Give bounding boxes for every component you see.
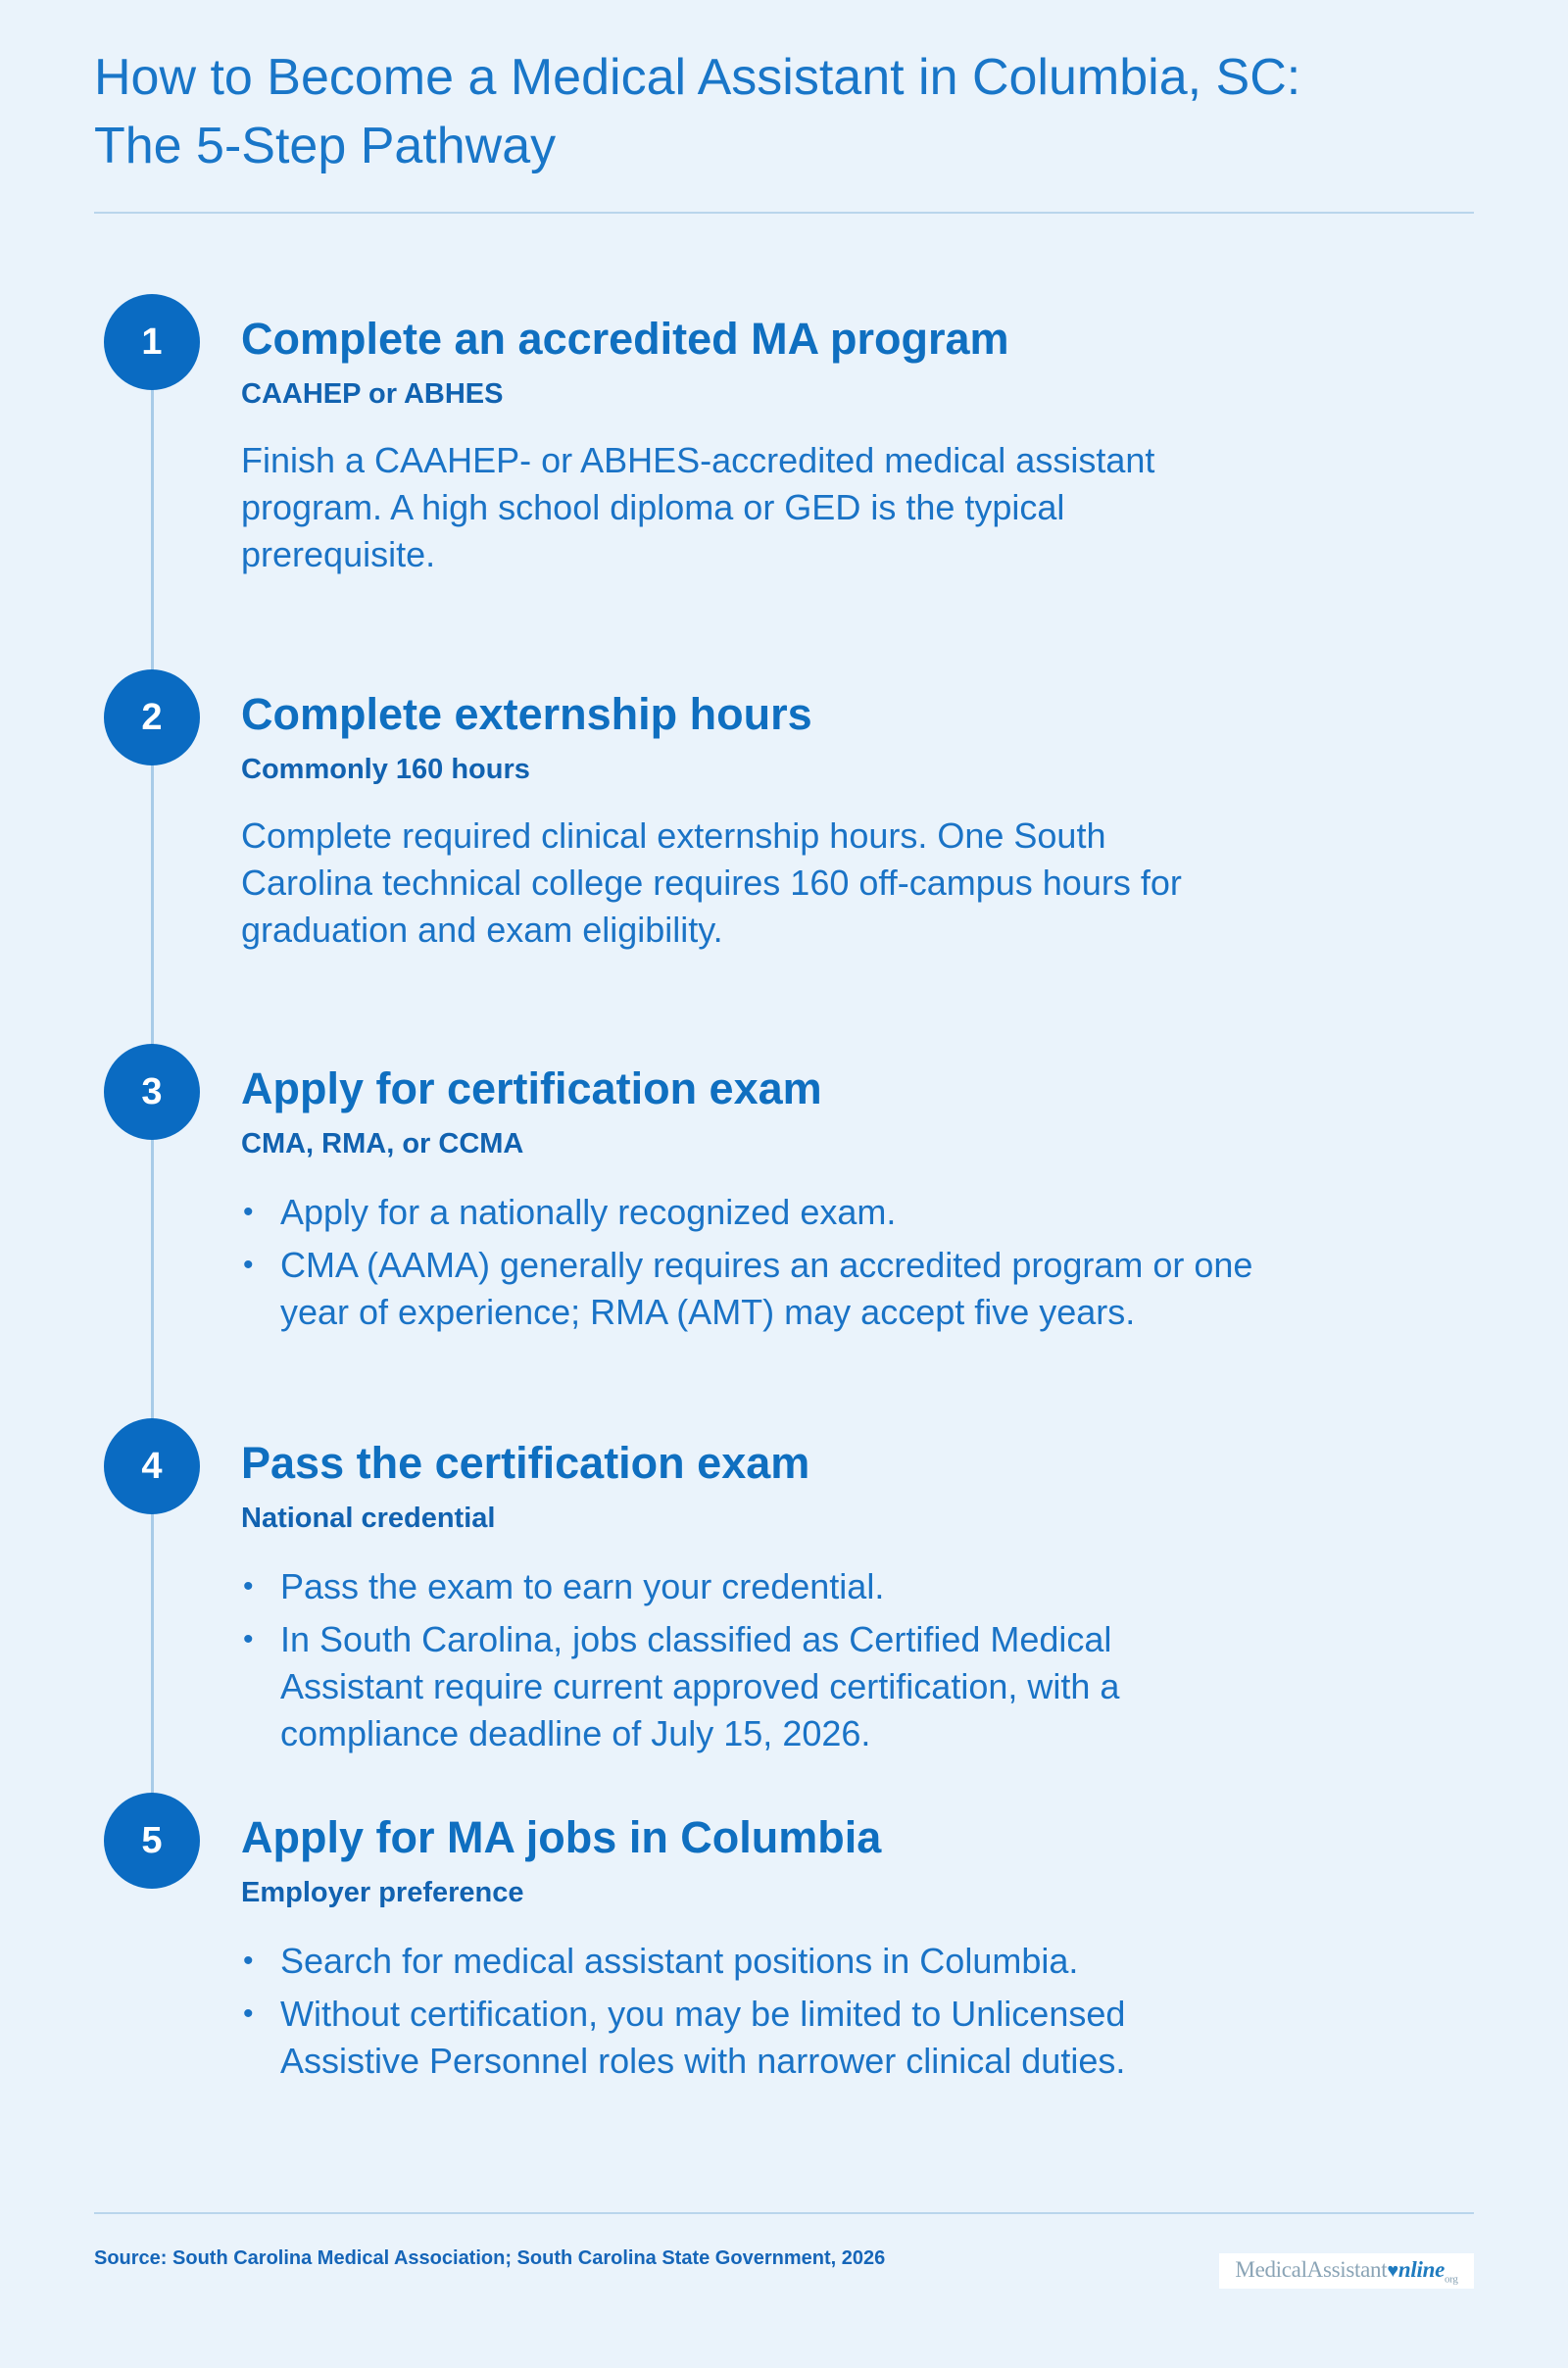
page-title: How to Become a Medical Assistant in Columbia, SC: The 5-Step Pathway [94, 49, 1301, 174]
bullet-text: CMA (AAMA) generally requires an accredited program or one year of experience; RMA (AMT) may accept five years. [280, 1245, 1253, 1332]
logo-part-2: nline [1397, 2256, 1445, 2282]
bullet-text: Apply for a nationally recognized exam. [280, 1192, 897, 1232]
bullet-text: In South Carolina, jobs classified as Certified Medical Assistant require current approved certification, with a compliance deadline of July 15, 2026. [280, 1619, 1120, 1753]
bottom-divider [94, 2212, 1474, 2214]
logo-wordmark [1235, 2257, 1457, 2286]
step-heading: Complete externship hours [241, 689, 812, 739]
step-number-badge: 1 [104, 294, 200, 390]
heart-icon: ♥ [1387, 2259, 1398, 2282]
bullet-icon: • [243, 1196, 254, 1228]
step-bullet-list [241, 1189, 1260, 1342]
site-logo [1219, 2253, 1474, 2289]
top-divider [94, 212, 1474, 214]
bullet-icon: • [243, 1623, 254, 1655]
bullet-icon: • [243, 1998, 254, 2030]
step-description: Complete required clinical externship hours. One South Carolina technical college requires 160 off-campus hours for graduation and exam eligibility. [241, 815, 1182, 950]
step-bullet-list [241, 1563, 1260, 1763]
step-description: Finish a CAAHEP- or ABHES-accredited medical assistant program. A high school diploma or GED is the typical prerequisite. [241, 440, 1155, 574]
step-heading: Apply for MA jobs in Columbia [241, 1812, 882, 1862]
bullet-icon: • [243, 1570, 254, 1603]
bullet-icon: • [243, 1249, 254, 1281]
step-heading: Pass the certification exam [241, 1438, 810, 1488]
source-note: Source: South Carolina Medical Association; South Carolina State Government, 2026 [94, 2247, 886, 2269]
step-subheading: CMA, RMA, or CCMA [241, 1128, 524, 1159]
bullet-text: Without certification, you may be limited to Unlicensed Assistive Personnel roles with narrower clinical duties. [280, 1994, 1126, 2081]
list-item [241, 1616, 1260, 1757]
step-number-badge: 5 [104, 1793, 200, 1889]
step-heading: Apply for certification exam [241, 1063, 822, 1113]
step-bullet-list [241, 1938, 1260, 2091]
step-subheading: Commonly 160 hours [241, 754, 530, 785]
list-item [241, 1189, 1260, 1236]
list-item [241, 1938, 1260, 1985]
step-heading: Complete an accredited MA program [241, 314, 1009, 364]
bullet-text: Search for medical assistant positions in Columbia. [280, 1941, 1079, 1981]
list-item [241, 1563, 1260, 1610]
step-subheading: CAAHEP or ABHES [241, 378, 504, 410]
step-number-badge: 2 [104, 669, 200, 765]
step-subheading: National credential [241, 1503, 496, 1534]
logo-suffix: org [1444, 2273, 1458, 2286]
bullet-icon: • [243, 1945, 254, 1977]
step-number-badge: 4 [104, 1418, 200, 1514]
step-number-badge: 3 [104, 1044, 200, 1140]
list-item [241, 1991, 1260, 2085]
list-item [241, 1242, 1260, 1336]
logo-part-1: MedicalAssistant [1235, 2256, 1388, 2282]
bullet-text: Pass the exam to earn your credential. [280, 1566, 885, 1606]
step-subheading: Employer preference [241, 1877, 524, 1908]
